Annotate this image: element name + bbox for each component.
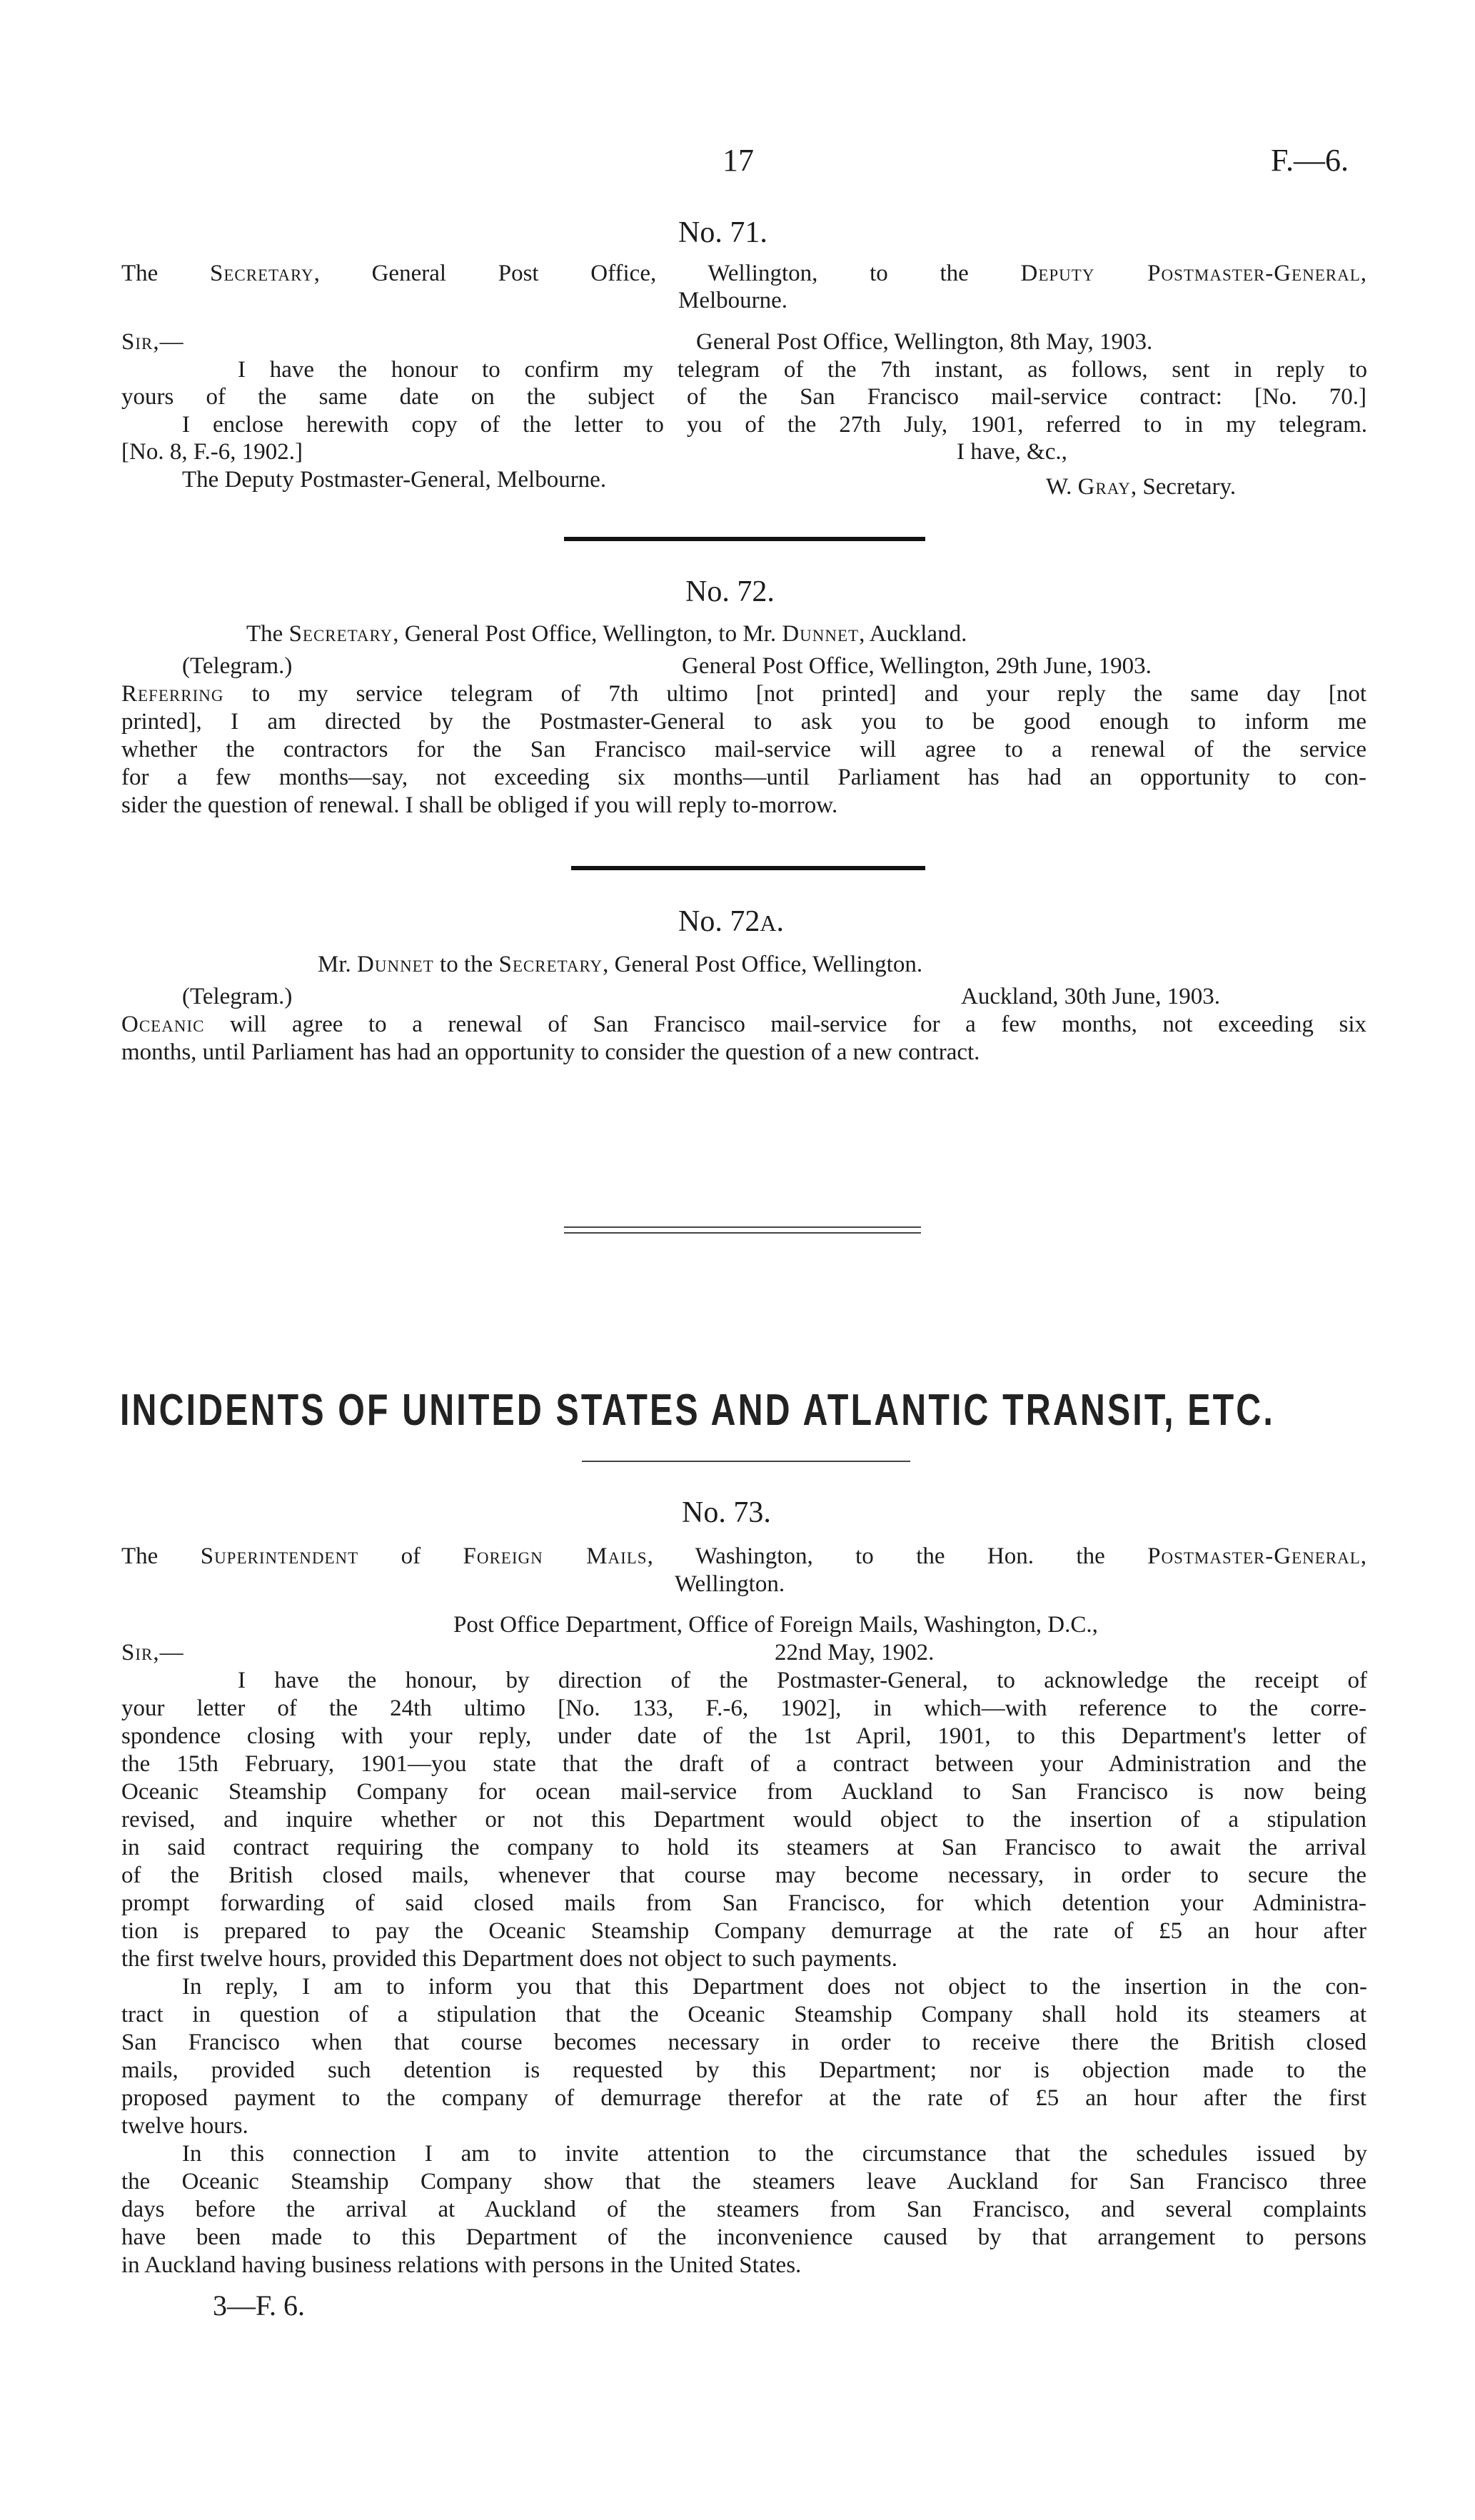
opening-word: Oceanic bbox=[121, 1012, 205, 1037]
letter-73-text-line: spondence closing with your reply, under date of the 1st April, 1901, to this Department's letter of bbox=[121, 1723, 1366, 1749]
letter-73-heading: No. 73. bbox=[682, 1496, 771, 1529]
heading-suffix: A bbox=[760, 910, 777, 936]
sender-title: Secretary bbox=[210, 261, 314, 286]
letter-72a-place-date: Auckland, 30th June, 1903. bbox=[961, 984, 1220, 1009]
letter-71-closing: I have, &c., bbox=[957, 439, 1067, 465]
address-text: The bbox=[121, 261, 211, 286]
letter-73-text-line: Oceanic Steamship Company for ocean mail-service from Auckland to San Francisco is now being bbox=[121, 1779, 1366, 1805]
address-text: , General Post Office, Wellington. bbox=[603, 952, 923, 977]
letter-72-heading: No. 72. bbox=[685, 575, 775, 608]
letter-73-text-line: the first twelve hours, provided this Department does not object to such payments. bbox=[121, 1946, 897, 1972]
section-divider bbox=[571, 866, 925, 870]
printer-signature-mark: 3—F. 6. bbox=[213, 2289, 306, 2322]
letter-73-text-line: prompt forwarding of said closed mails from San Francisco, for which detention your Administra- bbox=[121, 1890, 1366, 1916]
letter-72a-address bbox=[318, 953, 922, 977]
letter-73-text-line: revised, and inquire whether or not this Department would object to the insertion of a stipulation bbox=[121, 1807, 1366, 1833]
recipient-name: Dunnet bbox=[782, 621, 860, 647]
letter-72-text-line: sider the question of renewal. I shall be obliged if you will reply to-morrow. bbox=[121, 792, 838, 818]
letter-71-text-line: I enclose herewith copy of the letter to you of the 27th July, 1901, referred to in my telegram. bbox=[182, 412, 1367, 438]
sender-title: Secretary bbox=[288, 621, 393, 647]
letter-71-text-line: I have the honour to confirm my telegram of the 7th instant, as follows, sent in reply to bbox=[238, 357, 1367, 383]
letter-73-text-line: your letter of the 24th ultimo [No. 133, F.-6, 1902], in which—with reference to the corre- bbox=[121, 1695, 1366, 1721]
letter-72-place-date: General Post Office, Wellington, 29th June, 1903. bbox=[682, 653, 1152, 679]
letter-71-addressee: The Deputy Postmaster-General, Melbourne. bbox=[182, 467, 607, 493]
letter-71-text-line: yours of the same date on the subject of the San Francisco mail-service contract: [No. 70.] bbox=[121, 384, 1366, 410]
section-divider bbox=[564, 537, 925, 541]
letter-73-text-line: In reply, I am to inform you that this Department does not object to the insertion in the con- bbox=[182, 1974, 1367, 2000]
letter-72-address bbox=[246, 623, 967, 646]
letter-73-text-line: of the British closed mails, whenever that course may become necessary, in order to secure the bbox=[121, 1863, 1366, 1888]
letter-71-place-date: General Post Office, Wellington, 8th May, 1903. bbox=[696, 329, 1153, 355]
letter-71-address-line2: Melbourne. bbox=[678, 288, 788, 313]
letter-72-text-line: whether the contractors for the San Francisco mail-service will agree to a renewal of the service bbox=[121, 737, 1366, 762]
letter-72a-heading bbox=[678, 907, 784, 938]
letter-72-text-line: printed], I am directed by the Postmaster-General to ask you to be good enough to inform me bbox=[121, 709, 1366, 735]
body-text: to my service telegram of 7th ultimo [not printed] and your reply the same day [not bbox=[223, 681, 1366, 707]
letter-71-salutation: Sir,— bbox=[121, 329, 184, 355]
letter-73-text-line: tract in question of a stipulation that the Oceanic Steamship Company shall hold its steamers at bbox=[121, 2002, 1366, 2027]
letter-73-text-line: days before the arrival at Auckland of the steamers from San Francisco, and several complaints bbox=[121, 2197, 1366, 2222]
address-text: , General Post Office, Wellington, to the bbox=[313, 261, 1021, 286]
heading-text: . bbox=[776, 905, 784, 938]
sender-office: Foreign Mails bbox=[463, 1543, 648, 1569]
sender-title: Superintendent bbox=[200, 1543, 359, 1569]
body-text: will agree to a renewal of San Francisco mail-service for a few months, not exceeding six bbox=[204, 1012, 1366, 1037]
address-text: The bbox=[121, 1543, 201, 1569]
letter-71-signature bbox=[1046, 475, 1236, 499]
letter-71-reference: [No. 8, F.-6, 1902.] bbox=[121, 439, 303, 465]
address-text: , Auckland. bbox=[859, 621, 967, 647]
letter-73-text-line: mails, provided such detention is requested by this Department; nor is objection made to the bbox=[121, 2057, 1366, 2083]
signature-text: W. bbox=[1046, 474, 1078, 500]
section-title: INCIDENTS OF UNITED STATES AND ATLANTIC TRANSIT, ETC. bbox=[120, 1386, 1275, 1435]
address-text: Mr. bbox=[318, 952, 358, 977]
page-number: 17 bbox=[723, 143, 754, 178]
document-reference: F.—6. bbox=[1271, 143, 1349, 178]
letter-73-text-line: in Auckland having business relations with persons in the United States. bbox=[121, 2252, 802, 2278]
letter-73-text-line: have been made to this Department of the inconvenience caused by that arrangement to persons bbox=[121, 2224, 1366, 2250]
letter-73-text-line: San Francisco when that course becomes necessary in order to receive there the British closed bbox=[121, 2030, 1366, 2055]
sender-name: Dunnet bbox=[357, 952, 434, 977]
signature-text: , Secretary. bbox=[1130, 474, 1237, 500]
heading-text: No. 72 bbox=[678, 905, 760, 938]
letter-73-text-line: the Oceanic Steamship Company show that the steamers leave Auckland for San Francisco three bbox=[121, 2169, 1366, 2194]
recipient-title: Postmaster-General bbox=[1147, 1543, 1361, 1569]
recipient-title: Deputy Postmaster-General bbox=[1020, 261, 1361, 286]
letter-72-text-line bbox=[121, 682, 1366, 706]
recipient-title: Secretary bbox=[498, 952, 603, 977]
letter-72a-type: (Telegram.) bbox=[182, 984, 293, 1009]
letter-71-heading: No. 71. bbox=[678, 216, 767, 249]
address-text: , General Post Office, Wellington, to Mr. bbox=[393, 621, 782, 647]
letter-73-text-line: proposed payment to the company of demurrage therefor at the rate of £5 an hour after the first bbox=[121, 2085, 1366, 2111]
letter-72a-text-line bbox=[121, 1013, 1366, 1037]
letter-73-text-line: in said contract requiring the company to hold its steamers at San Francisco to await the arrival bbox=[121, 1835, 1366, 1860]
letter-71-address bbox=[121, 262, 1366, 286]
letter-73-address-line2: Wellington. bbox=[675, 1571, 785, 1597]
letter-73-address bbox=[121, 1545, 1366, 1568]
ornamental-rule bbox=[564, 1232, 921, 1234]
letter-72a-text-line: months, until Parliament has had an opportunity to consider the question of a new contract. bbox=[121, 1039, 980, 1065]
signature-name: Gray bbox=[1077, 474, 1131, 500]
address-text: of bbox=[358, 1543, 463, 1569]
letter-73-text-line: twelve hours. bbox=[121, 2113, 248, 2139]
letter-73-text-line: the 15th February, 1901—you state that the draft of a contract between your Administration and the bbox=[121, 1751, 1366, 1777]
letter-72-type: (Telegram.) bbox=[182, 653, 293, 679]
address-text: to the bbox=[433, 952, 499, 977]
address-text: The bbox=[246, 621, 289, 647]
letter-73-text-line: I have the honour, by direction of the Postmaster-General, to acknowledge the receipt of bbox=[238, 1668, 1367, 1693]
section-title-underline bbox=[582, 1461, 910, 1462]
address-text: , bbox=[1360, 261, 1366, 286]
letter-73-text-line: tion is prepared to pay the Oceanic Steamship Company demurrage at the rate of £5 an hour after bbox=[121, 1918, 1366, 1944]
opening-word: Referring bbox=[121, 681, 224, 707]
address-text: , bbox=[1360, 1543, 1366, 1569]
address-text: , Washington, to the Hon. the bbox=[647, 1543, 1148, 1569]
letter-73-place-line1: Post Office Department, Office of Foreign Mails, Washington, D.C., bbox=[453, 1612, 1098, 1638]
letter-73-salutation: Sir,— bbox=[121, 1640, 184, 1665]
letter-73-text-line: In this connection I am to invite attention to the circumstance that the schedules issued by bbox=[182, 2141, 1367, 2167]
letter-73-place-line2: 22nd May, 1902. bbox=[775, 1640, 935, 1665]
ornamental-rule bbox=[564, 1226, 921, 1228]
letter-72-text-line: for a few months—say, not exceeding six months—until Parliament has had an opportunity to con- bbox=[121, 765, 1366, 790]
